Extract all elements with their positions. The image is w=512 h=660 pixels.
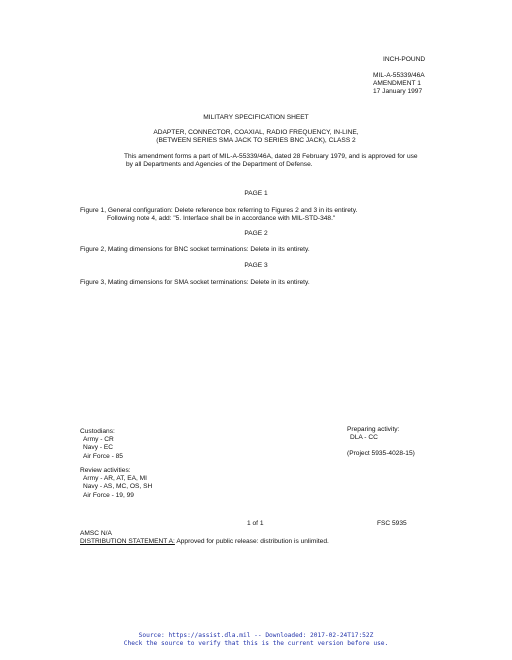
custodians-block	[80, 428, 123, 461]
page3-instruction: Figure 3, Mating dimensions for SMA socket terminations: Delete in its entirety.	[80, 279, 310, 286]
review-air-force: Air Force - 19, 99	[83, 491, 134, 499]
page2-instruction: Figure 2, Mating dimensions for BNC socket terminations: Delete in its entirety.	[80, 246, 310, 253]
custodian-air-force: Air Force - 85	[83, 452, 123, 460]
amendment-date: 17 January 1997	[373, 88, 423, 96]
page3-heading: PAGE 3	[244, 262, 268, 269]
distribution-text: Approved for public release: distribution is unlimited.	[174, 538, 329, 545]
custodian-navy: Navy - EC	[83, 444, 114, 452]
amsc-label: AMSC N/A	[80, 530, 112, 537]
review-activities-label: Review activities:	[80, 467, 131, 474]
preparing-activity-value: DLA - CC	[350, 434, 378, 442]
custodian-army: Army - CR	[83, 436, 114, 444]
page2-heading: PAGE 2	[244, 230, 268, 237]
item-title-line1: ADAPTER, CONNECTOR, COAXIAL, RADIO FREQUENCY, IN-LINE,	[153, 129, 359, 136]
inch-pound-label: INCH-POUND	[383, 56, 426, 63]
fsc-code: FSC 5935	[377, 520, 407, 527]
distribution-label: DISTRIBUTION STATEMENT A:	[80, 538, 175, 545]
intro-line1: This amendment forms a part of MIL-A-55339/46A, dated 28 February 1979, and is approved for use	[124, 153, 418, 160]
review-activities-block	[80, 467, 152, 500]
spec-id-block	[373, 72, 425, 97]
verify-line: Check the source to verify that this is the current version before use.	[123, 640, 389, 647]
preparing-activity-label: Preparing activity:	[347, 426, 400, 433]
page-count: 1 of 1	[247, 520, 264, 527]
item-title-line2: (BETWEEN SERIES SMA JACK TO SERIES BNC JACK), CLASS 2	[156, 137, 356, 144]
review-navy: Navy - AS, MC, OS, SH	[83, 483, 153, 491]
distribution-statement	[80, 538, 329, 546]
source-line: Source: https://assist.dla.mil -- Downloaded: 2017-02-24T17:52Z	[138, 632, 374, 639]
intro-line2: by all Departments and Agencies of the Department of Defense.	[126, 161, 313, 168]
page1-instruction-line2: Following note 4, add: "5. Interface shall be in accordance with MIL-STD-348."	[107, 215, 336, 222]
amendment-number: AMENDMENT 1	[373, 80, 421, 88]
preparing-activity-block	[347, 426, 399, 442]
project-number: (Project 5935-4028-15)	[347, 450, 415, 457]
review-army: Army - AR, AT, EA, MI	[83, 475, 147, 483]
page1-heading: PAGE 1	[244, 190, 268, 197]
custodians-label: Custodians:	[80, 428, 115, 435]
page1-instruction-line1: Figure 1, General configuration: Delete reference box referring to Figures 2 and 3 in its entirety.	[80, 207, 358, 214]
sheet-title: MILITARY SPECIFICATION SHEET	[203, 114, 309, 121]
spec-number: MIL-A-55339/46A	[373, 72, 425, 79]
